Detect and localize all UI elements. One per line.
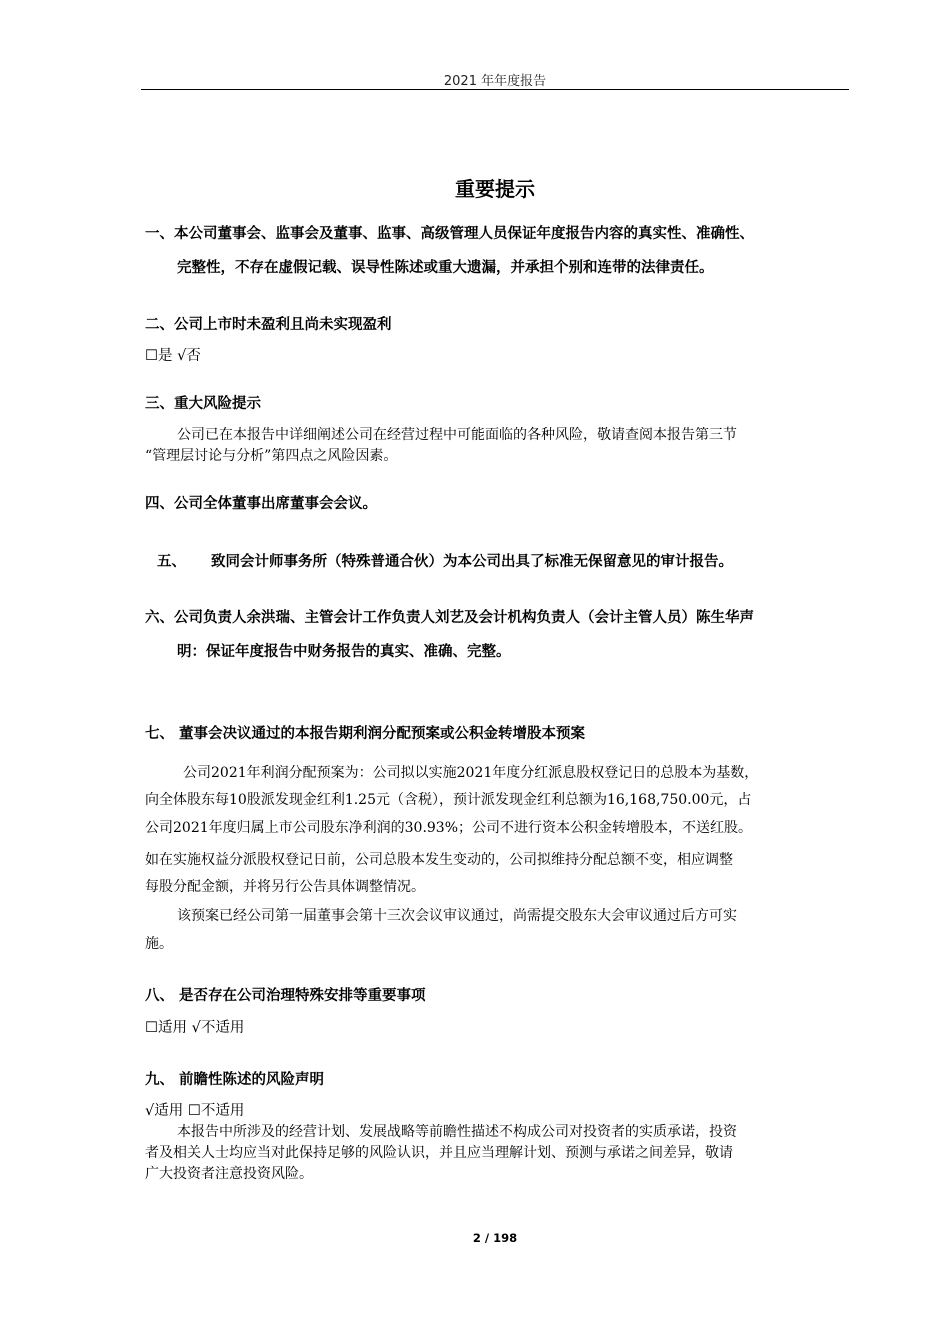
section-7-line-3: 公司2021年度归属上市公司股东净利润的30.93%；公司不进行资本公积金转增股本，不送红股。 — [145, 820, 753, 836]
header-divider — [141, 89, 849, 90]
section-7-line-6: 该预案已经公司第一届董事会第十三次会议审议通过，尚需提交股东大会审议通过后方可实 — [177, 908, 737, 924]
section-1-line-1: 一、本公司董事会、监事会及董事、监事、高级管理人员保证年度报告内容的真实性、准确性、 — [145, 226, 754, 242]
section-9-line-1: 本报告中所涉及的经营计划、发展战略等前瞻性描述不构成公司对投资者的实质承诺，投资 — [177, 1124, 737, 1140]
section-4-heading: 四、公司全体董事出席董事会会议。 — [145, 496, 377, 512]
page-number: 2 / 198 — [472, 1231, 518, 1245]
section-6-line-1: 六、公司负责人余洪瑞、主管会计工作负责人刘艺及会计机构负责人（会计主管人员）陈生华声 — [145, 610, 754, 626]
section-7-heading: 七、 董事会决议通过的本报告期利润分配预案或公积金转增股本预案 — [145, 726, 586, 742]
section-6-line-2: 明：保证年度报告中财务报告的真实、准确、完整。 — [177, 644, 511, 660]
section-3-line-2: “管理层讨论与分析”第四点之风险因素。 — [145, 448, 398, 464]
section-7-line-5: 每股分配金额，并将另行公告具体调整情况。 — [145, 879, 425, 895]
section-9-options: √适用 ☐不适用 — [145, 1103, 245, 1119]
section-5-text: 致同会计师事务所（特殊普通合伙）为本公司出具了标准无保留意见的审计报告。 — [211, 554, 733, 570]
section-2-heading: 二、公司上市时未盈利且尚未实现盈利 — [145, 317, 392, 333]
section-7-line-4: 如在实施权益分派股权登记日前，公司总股本发生变动的，公司拟维持分配总额不变，相应调整 — [145, 852, 733, 868]
page-title: 重要提示 — [455, 177, 535, 201]
section-5-number: 五、 — [157, 554, 186, 570]
section-7-line-7: 施。 — [145, 936, 173, 952]
section-9-line-3: 广大投资者注意投资风险。 — [145, 1166, 313, 1182]
section-8-heading: 八、 是否存在公司治理特殊安排等重要事项 — [145, 988, 426, 1004]
running-header: 2021 年年度报告 — [443, 74, 547, 89]
section-1-line-2: 完整性，不存在虚假记载、误导性陈述或重大遗漏，并承担个别和连带的法律责任。 — [177, 260, 714, 276]
section-7-line-1: 公司2021年利润分配预案为：公司拟以实施2021年度分红派息股权登记日的总股本为基数， — [183, 765, 759, 781]
section-9-heading: 九、 前瞻性陈述的风险声明 — [145, 1072, 325, 1088]
section-3-heading: 三、重大风险提示 — [145, 396, 261, 412]
section-9-line-2: 者及相关人士均应当对此保持足够的风险认识，并且应当理解计划、预测与承诺之间差异，敬请 — [145, 1145, 733, 1161]
section-3-line-1: 公司已在本报告中详细阐述公司在经营过程中可能面临的各种风险，敬请查阅本报告第三节 — [177, 427, 737, 443]
section-8-options: ☐适用 √不适用 — [145, 1020, 245, 1036]
section-7-line-2: 向全体股东每10股派发现金红利1.25元（含税），预计派发现金红利总额为16,168,750.00元，占 — [145, 792, 752, 808]
section-2-options: ☐是 √否 — [145, 348, 201, 364]
